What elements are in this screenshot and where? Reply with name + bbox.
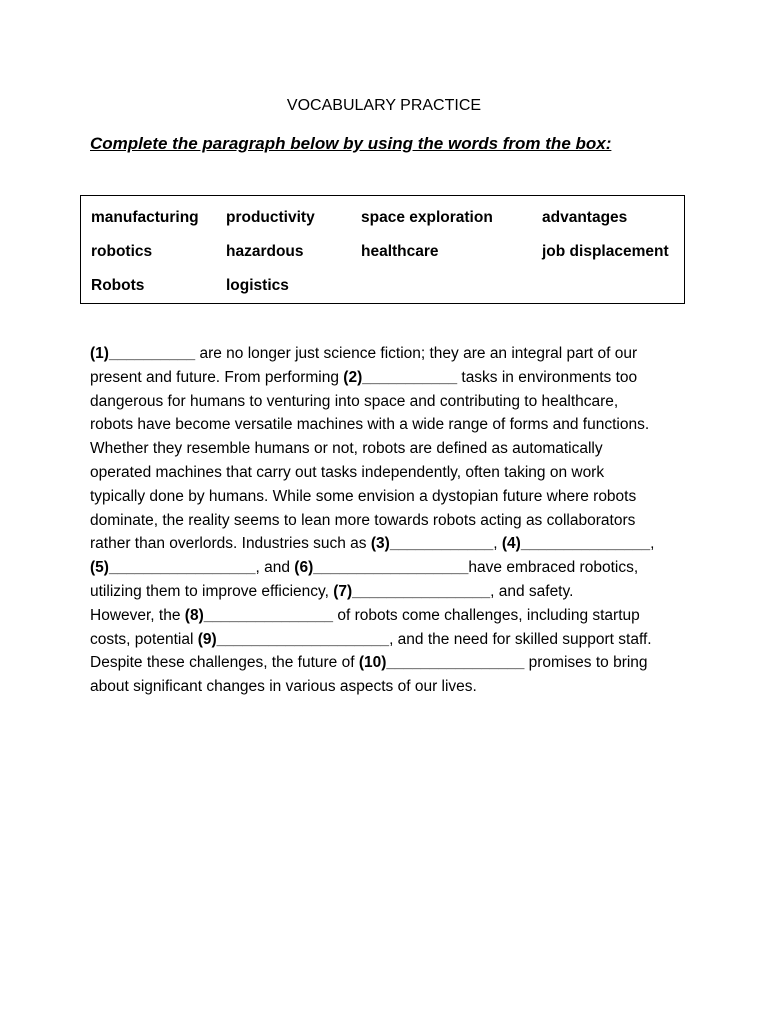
blank-marker: (6)__________________ — [294, 559, 469, 577]
blank-marker: (7)________________ — [333, 582, 491, 600]
word-bank-box — [80, 195, 685, 304]
paragraph-line — [90, 485, 690, 509]
paragraph-text: , — [650, 535, 655, 553]
paragraph-text: about significant changes in various aspects of our lives. — [90, 678, 477, 696]
paragraph-line — [90, 366, 690, 390]
word-bank-item: logistics — [226, 277, 289, 294]
blank-marker: (8)_______________ — [184, 606, 334, 624]
paragraph-line — [90, 509, 690, 533]
paragraph-line — [90, 651, 690, 675]
blank-marker: (2)___________ — [343, 368, 458, 386]
paragraph-text: are no longer just science fiction; they are an integral part of our — [195, 345, 638, 362]
paragraph-text: dangerous for humans to venturing into space and contributing to healthcare, — [90, 392, 619, 410]
paragraph-text: However, the — [90, 606, 185, 624]
page-title: VOCABULARY PRACTICE — [286, 97, 482, 114]
paragraph-text: , and safety. — [490, 582, 574, 600]
word-bank-item: Robots — [91, 277, 145, 294]
cloze-paragraph — [90, 342, 690, 699]
word-bank-item: advantages — [542, 209, 628, 226]
paragraph-line — [90, 604, 690, 628]
blank-marker: (10)________________ — [358, 654, 525, 672]
paragraph-line — [90, 675, 690, 699]
paragraph-text: utilizing them to improve efficiency, — [90, 582, 334, 600]
instruction-text: Complete the paragraph below by using the words from the box: — [90, 134, 612, 153]
blank-marker: (4)_______________ — [501, 535, 651, 553]
paragraph-text: , and — [255, 559, 295, 577]
word-bank-item: robotics — [91, 243, 153, 260]
paragraph-line — [90, 580, 690, 604]
paragraph-text: present and future. From performing — [90, 368, 344, 386]
paragraph-text: operated machines that carry out tasks independently, often taking on work — [90, 463, 605, 481]
paragraph-line — [90, 437, 690, 461]
paragraph-line — [90, 390, 690, 414]
word-bank-item: job displacement — [542, 243, 669, 260]
paragraph-line — [90, 556, 690, 580]
paragraph-text: dominate, the reality seems to lean more towards robots acting as collaborators — [90, 511, 636, 529]
paragraph-text: rather than overlords. Industries such as — [90, 535, 371, 553]
paragraph-text: of robots come challenges, including startup — [333, 606, 640, 624]
paragraph-line — [90, 413, 690, 437]
word-bank-item: hazardous — [226, 243, 304, 260]
word-bank-item: productivity — [226, 209, 315, 226]
blank-marker: (9)____________________ — [197, 630, 390, 648]
paragraph-text: Whether they resemble humans or not, robots are defined as automatically — [90, 440, 603, 458]
blank-marker: (5)_________________ — [90, 559, 256, 577]
word-bank-item: space exploration — [361, 209, 493, 226]
paragraph-text: , and the need for skilled support staff. — [389, 630, 652, 648]
paragraph-text: have embraced robotics, — [468, 559, 639, 577]
paragraph-text: robots have become versatile machines with a wide range of forms and functions. — [90, 416, 650, 434]
paragraph-text: typically done by humans. While some envision a dystopian future where robots — [90, 487, 637, 505]
word-bank-item: healthcare — [361, 243, 439, 260]
paragraph-line — [90, 342, 690, 366]
paragraph-text: costs, potential — [90, 630, 198, 648]
paragraph-line — [90, 628, 690, 652]
paragraph-text: tasks in environments too — [457, 368, 638, 386]
paragraph-line — [90, 461, 690, 485]
paragraph-text: , — [493, 535, 502, 553]
word-bank-item: manufacturing — [91, 209, 199, 226]
blank-marker: (3)____________ — [370, 535, 494, 553]
paragraph-text: Despite these challenges, the future of — [90, 654, 359, 672]
paragraph-line — [90, 532, 690, 556]
paragraph-text: promises to bring — [524, 654, 648, 672]
blank-marker: (1)__________ — [90, 345, 196, 362]
